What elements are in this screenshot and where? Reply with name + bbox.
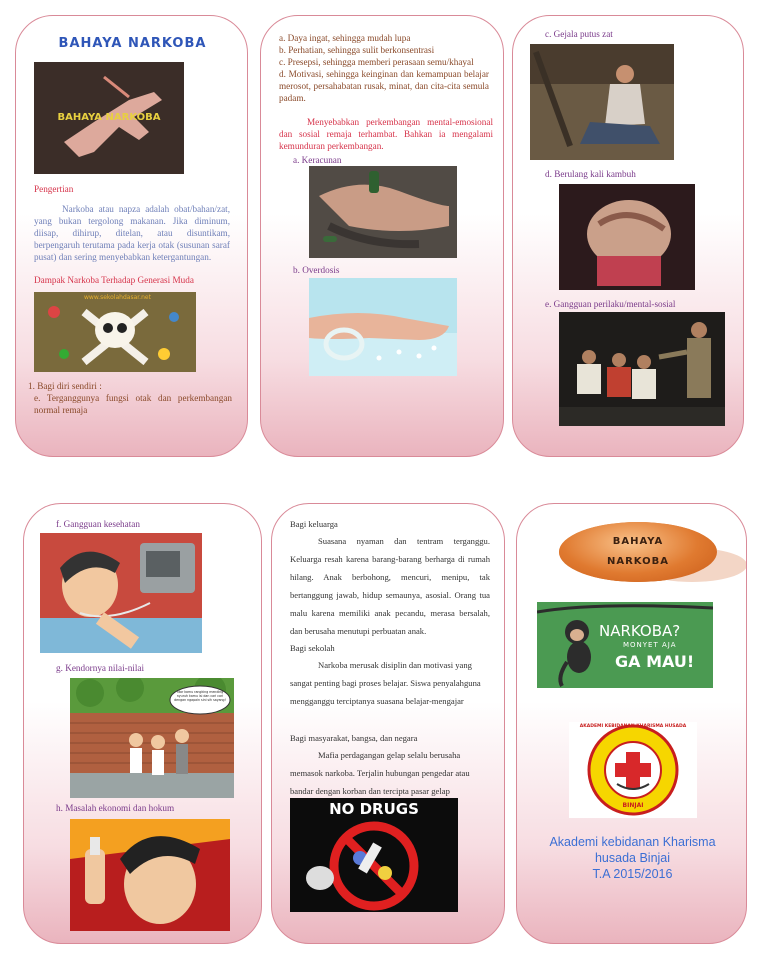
panel-impact-society <box>271 503 505 944</box>
panel-effects-continued <box>512 15 744 457</box>
dampak-heading: Dampak Narkoba Terhadap Generasi Muda <box>34 275 194 285</box>
effects-list-item: c. Presepsi, sehingga memberi perasaan semu/khayal <box>279 57 474 67</box>
gangguan-perilaku-label: e. Gangguan perilaku/mental-sosial <box>545 299 676 309</box>
keluarga-text: Suasana nyaman dan tentram terganggu. Keluarga resah karena barang-barang berharga di rumah hilang. Anak berbohong, mencuri, menipu, tak bertanggung jawab, hidup semaunya, asosial. Orang tua malu karena memiliki anak pecandu, merasa bersalah, dan berusaha menutupi perbuatan anak. <box>290 536 490 636</box>
skull-poster-image <box>34 62 184 174</box>
berulang-kambuh-image <box>559 184 695 290</box>
gangguan-perilaku-image <box>559 312 725 426</box>
speech-bubble-text: ntar kamu rangking mending nyuruh kamu isi dan cari cari dengan ngapain sini sih sayang! <box>174 690 226 702</box>
footer-institution <box>517 834 747 882</box>
oval-title-line1: BAHAYA <box>612 536 664 547</box>
gangguan-kesehatan-label: f. Gangguan kesehatan <box>56 519 140 529</box>
effects-list-item: b. Perhatian, sehingga sulit berkonsentrasi <box>279 45 435 55</box>
title-oval-front <box>559 522 717 582</box>
logo-ring-text: AKADEMI KEBIDANAN KHARISMA HUSADA <box>579 724 687 729</box>
list-item-diri-sendiri: 1. Bagi diri sendiri : <box>28 381 102 391</box>
footer-line-1: Akademi kebidanan Kharisma <box>549 835 716 849</box>
effects-paragraph: Menyebabkan perkembangan mental-emosional dan sosial remaja terhambat. Bahkan ia mengalami kemunduran perkembangan. <box>279 117 493 151</box>
skull-crossbones-image <box>34 292 196 372</box>
gangguan-kesehatan-image <box>40 533 202 653</box>
image-caption: BAHAYA NARKOBA <box>57 112 161 123</box>
masyarakat-text: Mafia perdagangan gelap selalu berusaha memasok narkoba. Terjalin hubungan pengedar atau bandar dengan korban dan tercipta pasar gelap <box>290 750 470 796</box>
panel-health-values <box>23 503 262 944</box>
monkey-slogan-image <box>537 602 713 688</box>
overdosis-label: b. Overdosis <box>293 265 340 275</box>
footer-line-3: T.A 2015/2016 <box>592 867 673 881</box>
monkey-slogan-line1: NARKOBA? <box>599 622 681 640</box>
list-subitem-otak: e. Terganggunya fungsi otak dan perkembangan normal remaja <box>34 393 232 415</box>
keracunan-image <box>309 166 457 258</box>
sekolah-text: Narkoba merusak disiplin dan motivasi yang sangat penting bagi proses belajar. Siswa penyalahguna mengganggu terciptanya suasana belajar-mengajar <box>290 660 481 706</box>
keracunan-label: a. Keracunan <box>293 155 342 165</box>
masalah-ekonomi-image <box>70 819 230 931</box>
panel-effects <box>260 15 504 457</box>
akademi-logo <box>569 722 697 818</box>
berulang-kambuh-label: d. Berulang kali kambuh <box>545 169 636 179</box>
no-drugs-image <box>290 798 458 912</box>
panel-title: BAHAYA NARKOBA <box>58 36 207 51</box>
footer-line-2: husada Binjai <box>594 851 671 865</box>
pengertian-heading: Pengertian <box>34 184 74 194</box>
monkey-slogan-line3: GA MAU! <box>615 652 695 671</box>
image-watermark: www.sekolahdasar.net <box>84 294 151 301</box>
panel-back-cover <box>516 503 747 944</box>
sekolah-heading: Bagi sekolah <box>290 643 335 653</box>
gejala-putus-zat-label: c. Gejala putus zat <box>545 29 613 39</box>
kendornya-nilai-image <box>70 678 234 798</box>
panel-cover-definition <box>15 15 248 457</box>
pengertian-text: Narkoba atau napza adalah obat/bahan/zat, yang bukan tergolong makanan. Jika diminum, diisap, dihirup, ditelan, atau disuntikam, berpengaruh terutama pada kerja otak (susunan saraf pusat) dan sering menyebabkan ketergantungan. <box>34 204 230 262</box>
masyarakat-heading: Bagi masyarakat, bangsa, dan negara <box>290 733 418 743</box>
no-drugs-title: NO DRUGS <box>329 800 419 818</box>
overdosis-image <box>309 278 457 376</box>
monkey-slogan-line2: MONYET AJA <box>623 641 677 649</box>
effects-list-item: a. Daya ingat, sehingga mudah lupa <box>279 33 411 43</box>
keluarga-heading: Bagi keluarga <box>290 519 338 529</box>
gejala-putus-zat-image <box>530 44 674 160</box>
oval-title-line2: NARKOBA <box>607 556 669 567</box>
kendornya-nilai-label: g. Kendornya nilai-nilai <box>56 663 145 673</box>
effects-list-item: d. Motivasi, sehingga keinginan dan kemampuan belajar merosot, persahabatan rusak, minat, dan cita-cita semula padam. <box>279 69 489 103</box>
masalah-ekonomi-label: h. Masalah ekonomi dan hokum <box>56 803 175 813</box>
logo-city-text: BINJAI <box>622 802 644 809</box>
